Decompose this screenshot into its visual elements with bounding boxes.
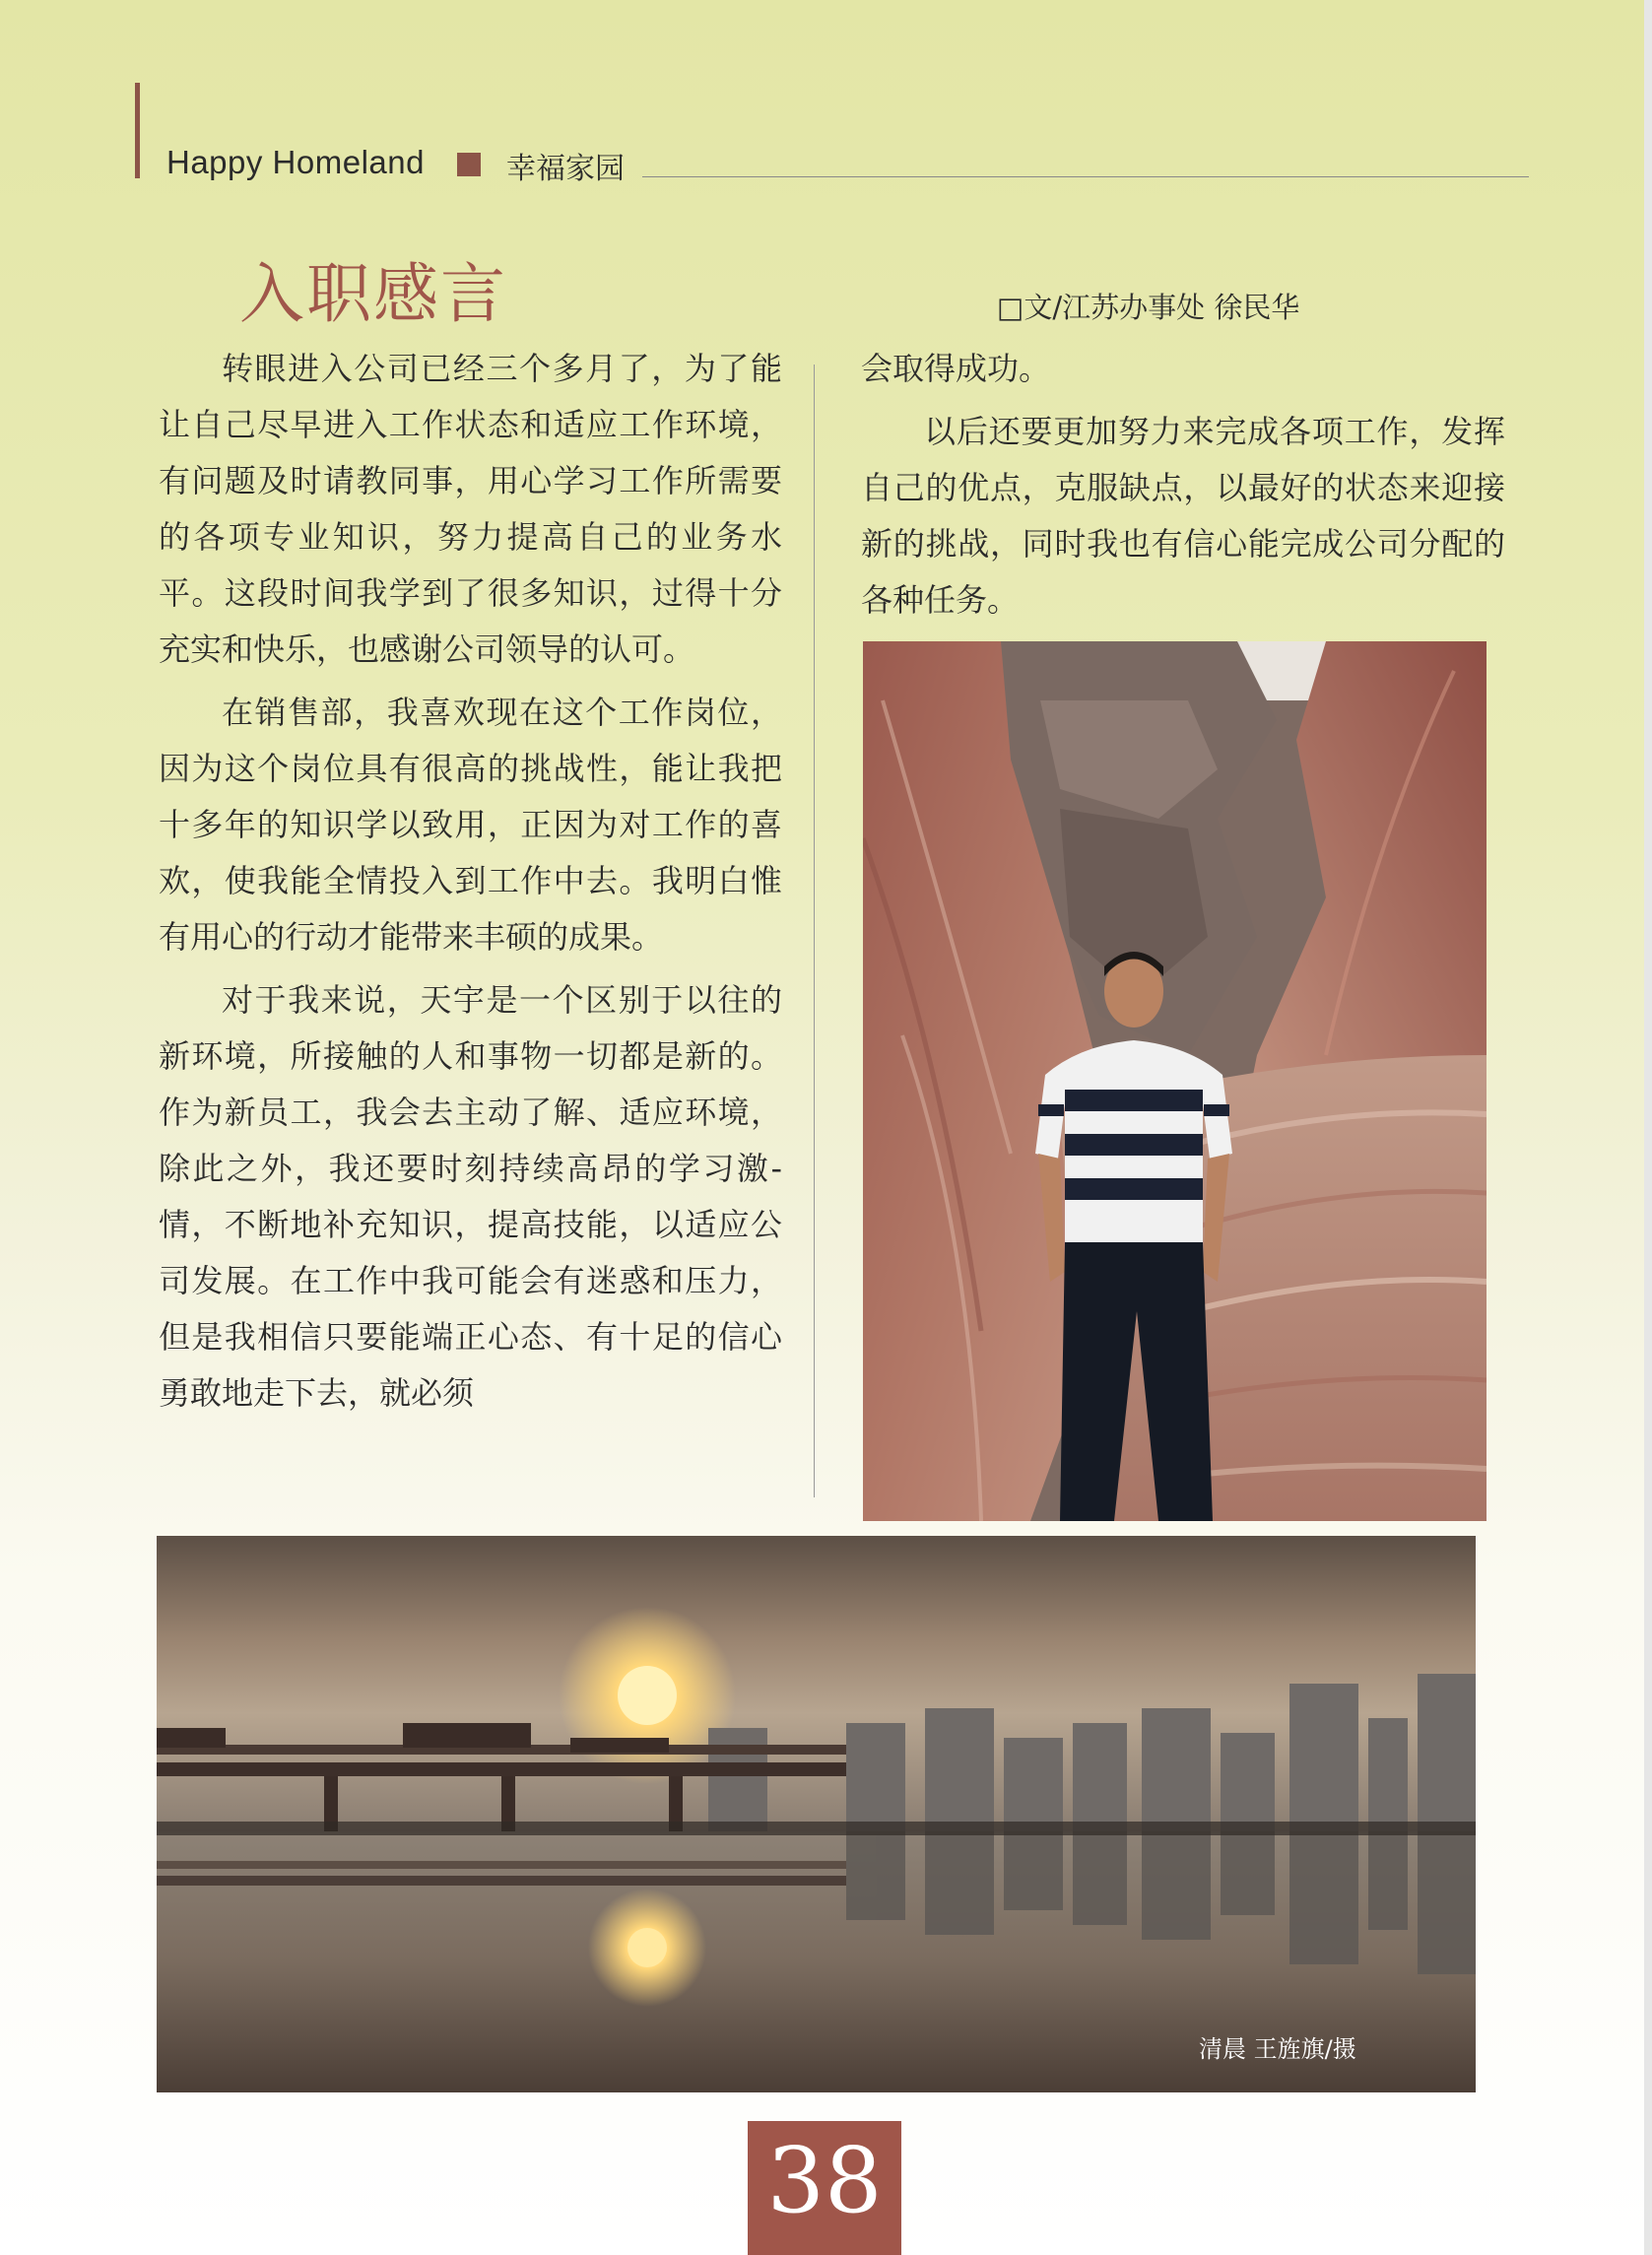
article-title: 入职感言 — [239, 256, 507, 332]
article-column-right — [861, 341, 1505, 635]
page-edge — [1644, 0, 1652, 2255]
paragraph: 对于我来说，天宇是一个区别于以往的新环境，所接触的人和事物一切都是新的。作为新员工，我会去主动了解、适应环境，除此之外，我还要时刻持续高昂的学习激-情，不断地补充知识，提高技能，以适应公司发展。在工作中我可能会有迷惑和压力，但是我相信只要能端正心态、有十足的信心勇敢地走下去，就必须 — [159, 981, 782, 1412]
section-title-cn: 幸福家园 — [506, 152, 625, 186]
header-rule — [642, 176, 1529, 177]
column-divider — [814, 365, 815, 1497]
landscape-photo — [157, 1536, 1476, 2092]
header-accent-bar — [135, 83, 140, 178]
header-square-marker — [457, 153, 481, 176]
page-number: 38 — [766, 2128, 883, 2233]
article-byline: □文/江苏办事处 徐民华 — [997, 291, 1300, 324]
paragraph: 以后还要更加努力来完成各项工作，发挥自己的优点，克服缺点，以最好的状态来迎接新的挑战，同时我也有信心能完成公司分配的各种任务。 — [861, 413, 1505, 619]
paragraph: 在销售部，我喜欢现在这个工作岗位，因为这个岗位具有很高的挑战性，能让我把十多年的知识学以致用，正因为对工作的喜欢，使我能全情投入到工作中去。我明白惟有用心的行动才能带来丰硕的成果。 — [159, 694, 782, 956]
paragraph: 转眼进入公司已经三个多月了，为了能让自己尽早进入工作状态和适应工作环境，有问题及时请教同事，用心学习工作所需要的各项专业知识，努力提高自己的业务水平。这段时间我学到了很多知识，过得十分充实和快乐，也感谢公司领导的认可。 — [159, 350, 782, 668]
article-column-left — [159, 341, 782, 1428]
section-title-en: Happy Homeland — [166, 144, 425, 180]
portrait-photo — [863, 641, 1487, 1521]
photo-caption: 清晨 王旌旗/摄 — [1199, 2035, 1356, 2063]
paragraph: 会取得成功。 — [861, 350, 1051, 387]
